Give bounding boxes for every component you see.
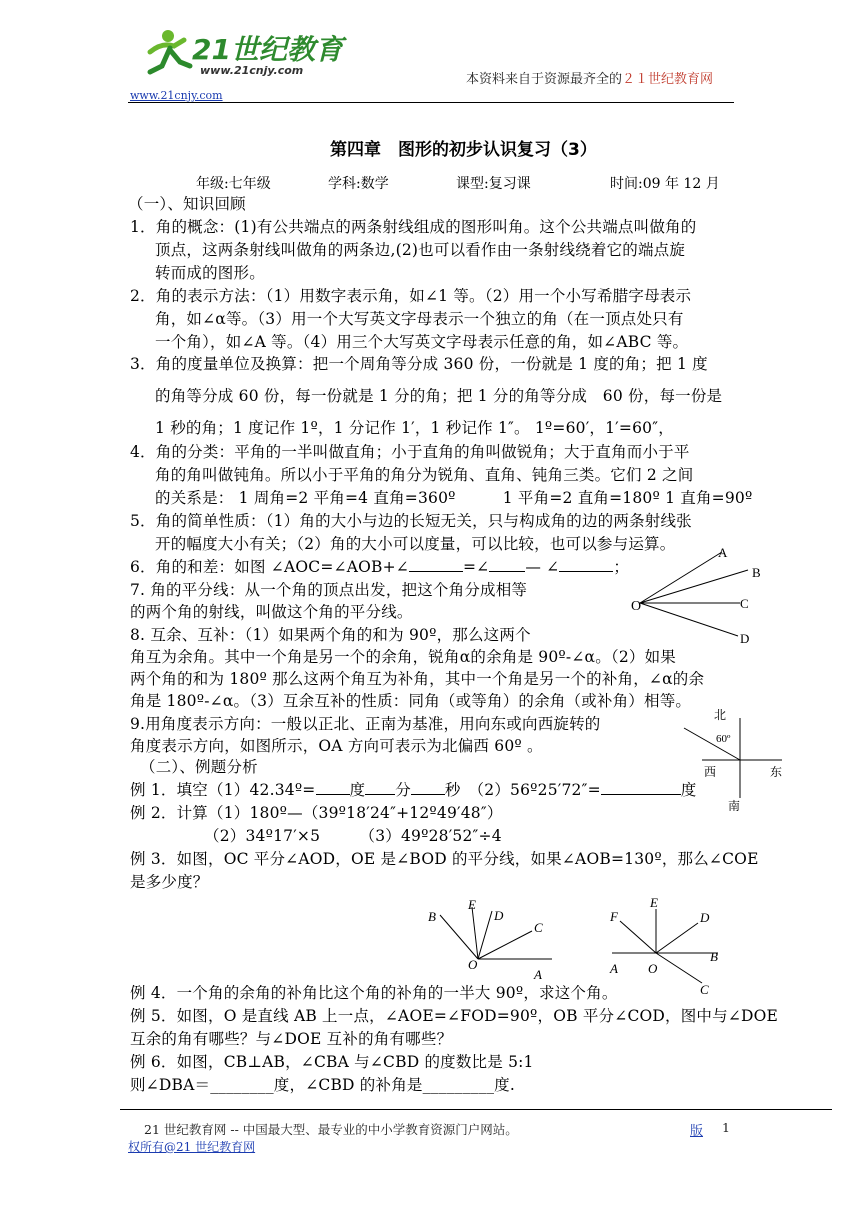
label-d: D bbox=[494, 908, 504, 923]
header-rule bbox=[128, 102, 734, 103]
angle-figure-example5 bbox=[606, 895, 736, 995]
label-e: E bbox=[650, 895, 658, 910]
item-7b: 的两个角的射线，叫做这个角的平分线。 bbox=[130, 603, 413, 621]
item-8b: 角互为余角。其中一个角是另一个的余角，锐角α的余角是 90º-∠α。（2）如果 bbox=[130, 648, 677, 666]
text-line: 的关系是： 1 周角=2 平角=4 直角=360º 1 平角=2 直角=180º 1 直角=90º bbox=[155, 489, 753, 507]
blank-field[interactable] bbox=[316, 780, 350, 795]
text-line: 一个角），如∠A 等。（4）用三个大写英文字母表示任意的角，如∠ABC 等。 bbox=[155, 333, 689, 351]
example-6b: 则∠DBA＝________度，∠CBD 的补角是_________度. bbox=[130, 1076, 515, 1094]
example-1: 例 1．填空（1）42.34º= 度 分 秒 （2）56º25′72″= 度 bbox=[130, 781, 697, 799]
label-b: B bbox=[710, 949, 718, 964]
label-south: 南 bbox=[728, 799, 741, 813]
header-right-text: 本资料来自于资源最齐全的２１世纪教育网 bbox=[466, 72, 714, 87]
item-8a: 8. 互余、互补：（1）如果两个角的和为 90º，那么这两个 bbox=[130, 626, 531, 644]
page-number: 1 bbox=[722, 1120, 730, 1135]
label-north: 北 bbox=[714, 708, 727, 722]
example-2b: （2）34º17′×5 （3）49º28′52″÷4 bbox=[204, 827, 502, 845]
angle-figure-aob bbox=[630, 540, 770, 650]
meta-time: 时间:09 年 12 月 bbox=[610, 176, 720, 192]
text-line: 4．角的分类：平角的一半叫做直角；小于直角的角叫做锐角；大于直角而小于平 bbox=[130, 443, 690, 461]
text-line: 角的角叫做钝角。所以小于平角的角分为锐角、直角、钝角三类。它们 2 之间 bbox=[155, 466, 694, 484]
text-line: 3．角的度量单位及换算：把一个周角等分成 360 份，一份就是 1 度的角；把 1 度 bbox=[130, 355, 708, 373]
label-b: B bbox=[752, 565, 761, 580]
logo-url-text: www.21cnjy.com bbox=[200, 64, 304, 77]
example-2a: 例 2．计算（1）180º—（39º18′24″+12º49′48″） bbox=[130, 804, 503, 822]
text-line: 1．角的概念：(1)有公共端点的两条射线组成的图形叫角。这个公共端点叫做角的 bbox=[130, 218, 697, 236]
label-b: B bbox=[428, 909, 436, 924]
text-line: 转而成的图形。 bbox=[155, 264, 265, 282]
section-heading-examples: （二）、例题分析 bbox=[140, 758, 258, 776]
label-angle: 60º bbox=[716, 733, 731, 745]
example-4: 例 4．一个角的余角的补角比这个角的补角的一半大 90º，求这个角。 bbox=[130, 984, 618, 1002]
item-8c: 两个角的和为 180º 那么这两个角互为补角，其中一个角是另一个的补角，∠α的余 bbox=[130, 670, 705, 688]
text-line: 1 秒的角；1 度记作 1º，1 分记作 1′，1 秒记作 1″。 1º=60′，1′=60″， bbox=[155, 419, 674, 437]
footer-link-2[interactable]: 权所有@21 世纪教育网 bbox=[128, 1140, 256, 1154]
example-3a: 例 3．如图，OC 平分∠AOD，OE 是∠BOD 的平分线，如果∠AOB=130º，那么∠COE bbox=[130, 850, 759, 868]
example-5a: 例 5．如图，O 是直线 AB 上一点，∠AOE=∠FOD=90º，OB 平分∠COD，图中与∠DOE bbox=[130, 1007, 779, 1025]
label-d: D bbox=[740, 631, 750, 646]
label-o: O bbox=[468, 957, 478, 972]
meta-subject: 学科:数学 bbox=[328, 176, 389, 192]
text-line: 开的幅度大小有关；（2）角的大小可以度量，可以比较，也可以参与运算。 bbox=[155, 535, 676, 553]
label-o: O bbox=[631, 599, 642, 614]
label-a: A bbox=[718, 545, 728, 560]
footer-rule bbox=[120, 1109, 832, 1110]
footer-text: 21 世纪教育网 -- 中国最大型、最专业的中小学教育资源门户网站。 bbox=[144, 1122, 518, 1137]
label-f: F bbox=[610, 909, 618, 924]
label-e: E bbox=[468, 897, 476, 912]
blank-field[interactable] bbox=[601, 780, 681, 795]
meta-type: 课型:复习课 bbox=[456, 176, 531, 192]
item-7a: 7. 角的平分线：从一个角的顶点出发，把这个角分成相等 bbox=[130, 581, 528, 599]
example-6a: 例 6．如图，CB⊥AB，∠CBA 与∠CBD 的度数比是 5:1 bbox=[130, 1053, 534, 1071]
logo-main-text: 21世纪教育 bbox=[192, 33, 343, 66]
text-line: 5．角的简单性质：（1）角的大小与边的长短无关，只与构成角的边的两条射线张 bbox=[130, 512, 692, 530]
label-east: 东 bbox=[770, 765, 783, 779]
label-c: C bbox=[534, 920, 543, 935]
blank-field[interactable] bbox=[489, 557, 525, 572]
text-line: 角，如∠α等。（3）用一个大写英文字母表示一个独立的角（在一顶点处只有 bbox=[155, 310, 684, 328]
label-a: A bbox=[534, 967, 542, 982]
item-8d: 角是 180º-∠α。（3）互余互补的性质：同角（或等角）的余角（或补角）相等。 bbox=[130, 692, 692, 710]
meta-grade: 年级:七年级 bbox=[196, 176, 271, 192]
label-a: A bbox=[610, 961, 618, 976]
item-6: 6．角的和差：如图 ∠AOC=∠AOB+∠ =∠ — ∠ ； bbox=[130, 558, 630, 576]
site-link[interactable]: www.21cnjy.com bbox=[130, 89, 223, 102]
item-9a: 9.用角度表示方向：一般以正北、正南为基准，用向东或向西旋转的 bbox=[130, 715, 601, 733]
label-west: 西 bbox=[704, 765, 717, 779]
header-site-link[interactable]: ２１世纪教育网 bbox=[622, 72, 714, 87]
blank-field[interactable] bbox=[409, 557, 463, 572]
angle-figure-example3 bbox=[422, 895, 562, 985]
text-line: 的角等分成 60 份，每一份就是 1 分的角；把 1 分的角等分成 60 份，每一份是 bbox=[155, 387, 723, 405]
example-5b: 互余的角有哪些？与∠DOE 互补的角有哪些？ bbox=[130, 1030, 453, 1048]
label-c: C bbox=[700, 982, 709, 995]
blank-field[interactable] bbox=[411, 780, 445, 795]
section-heading: （一）、知识回顾 bbox=[128, 195, 246, 213]
label-d: D bbox=[700, 910, 710, 925]
blank-field[interactable] bbox=[365, 780, 395, 795]
text-line: 2．角的表示方法：（1）用数字表示角，如∠1 等。（2）用一个小写希腊字母表示 bbox=[130, 287, 692, 305]
label-o: O bbox=[648, 961, 658, 976]
example-3b: 是多少度？ bbox=[130, 873, 209, 891]
footer-link-1[interactable]: 版 bbox=[690, 1124, 704, 1139]
text-line: 顶点，这两条射线叫做角的两条边,(2)也可以看作由一条射线绕着它的端点旋 bbox=[155, 241, 686, 259]
page-title: 第四章 图形的初步认识复习（3） bbox=[330, 140, 597, 160]
label-c: C bbox=[740, 596, 749, 611]
blank-field[interactable] bbox=[559, 557, 613, 572]
item-9b: 角度表示方向，如图所示，OA 方向可表示为北偏西 60º 。 bbox=[130, 737, 543, 755]
